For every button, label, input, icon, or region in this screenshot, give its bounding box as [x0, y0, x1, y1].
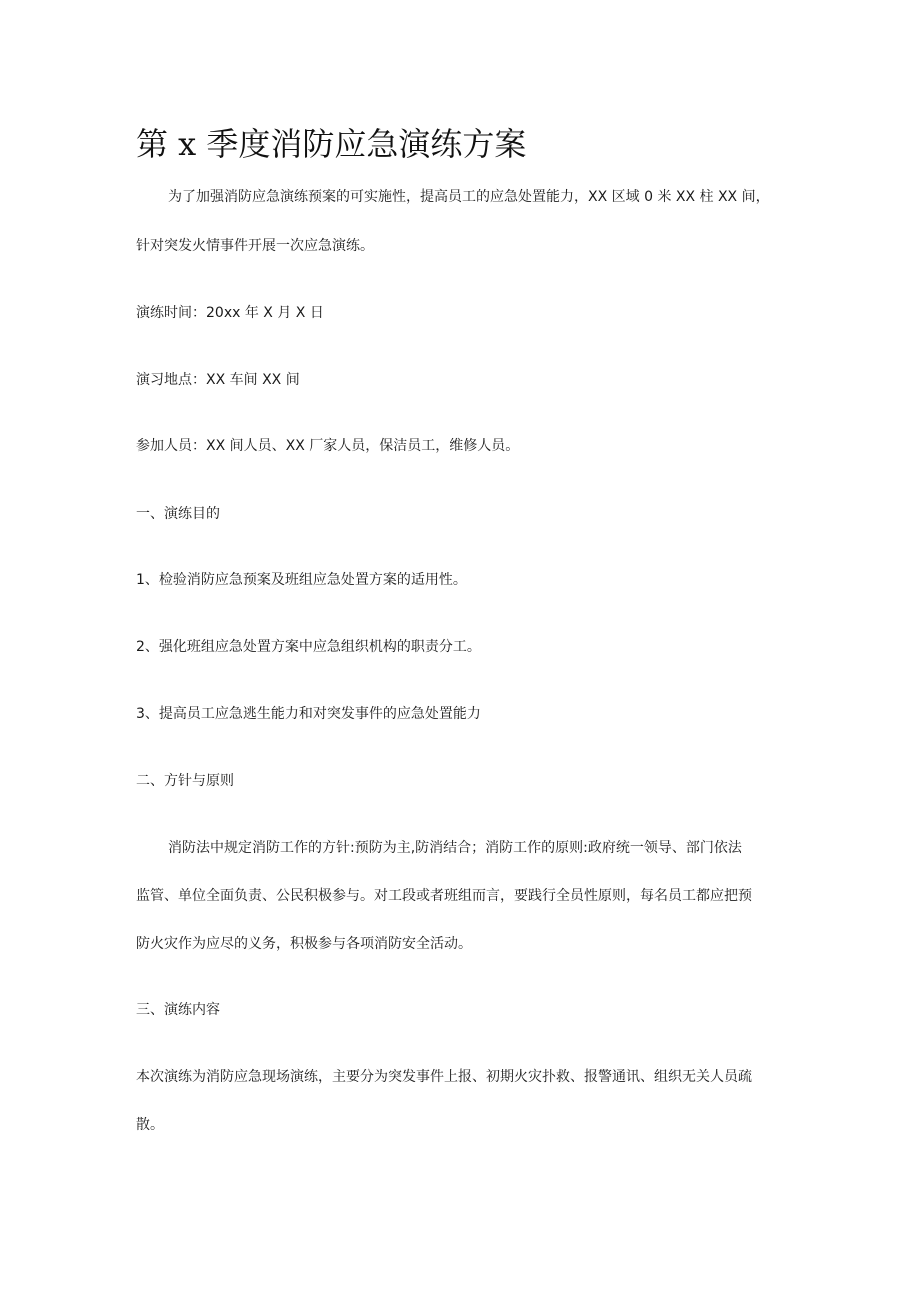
section-3-paragraph-line-1: 本次演练为消防应急现场演练，主要分为突发事件上报、初期火灾扑救、报警通讯、组织无关人员疏 [136, 1069, 752, 1085]
intro-line-2: 针对突发火情事件开展一次应急演练。 [136, 238, 374, 254]
section-2-paragraph-line-3: 防火灾作为应尽的义务，积极参与各项消防安全活动。 [136, 936, 472, 952]
drill-location: 演习地点：XX 车间 XX 间 [136, 372, 300, 388]
section-1-item: 1、检验消防应急预案及班组应急处置方案的适用性。 [136, 572, 467, 588]
section-3-heading: 三、演练内容 [136, 1002, 220, 1018]
section-2-paragraph-line-1: 消防法中规定消防工作的方针:预防为主,防消结合；消防工作的原则:政府统一领导、部门依法 [168, 840, 742, 856]
section-3-paragraph-line-2: 散。 [136, 1117, 164, 1133]
section-1-item: 2、强化班组应急处置方案中应急组织机构的职责分工。 [136, 639, 481, 655]
section-1-item: 3、提高员工应急逃生能力和对突发事件的应急处置能力 [136, 706, 481, 722]
document-title: 第 x 季度消防应急演练方案 [136, 125, 527, 163]
section-1-heading: 一、演练目的 [136, 506, 220, 522]
participants: 参加人员：XX 间人员、XX 厂家人员，保洁员工，维修人员。 [136, 438, 520, 454]
drill-time: 演练时间：20xx 年 X 月 X 日 [136, 305, 324, 321]
section-2-paragraph-line-2: 监管、单位全面负责、公民积极参与。对工段或者班组而言，要践行全员性原则，每名员工都应把预 [136, 888, 752, 904]
intro-line-1: 为了加强消防应急演练预案的可实施性，提高员工的应急处置能力，XX 区域 0 米 XX 柱 XX 间， [168, 189, 770, 205]
section-2-heading: 二、方针与原则 [136, 773, 234, 789]
